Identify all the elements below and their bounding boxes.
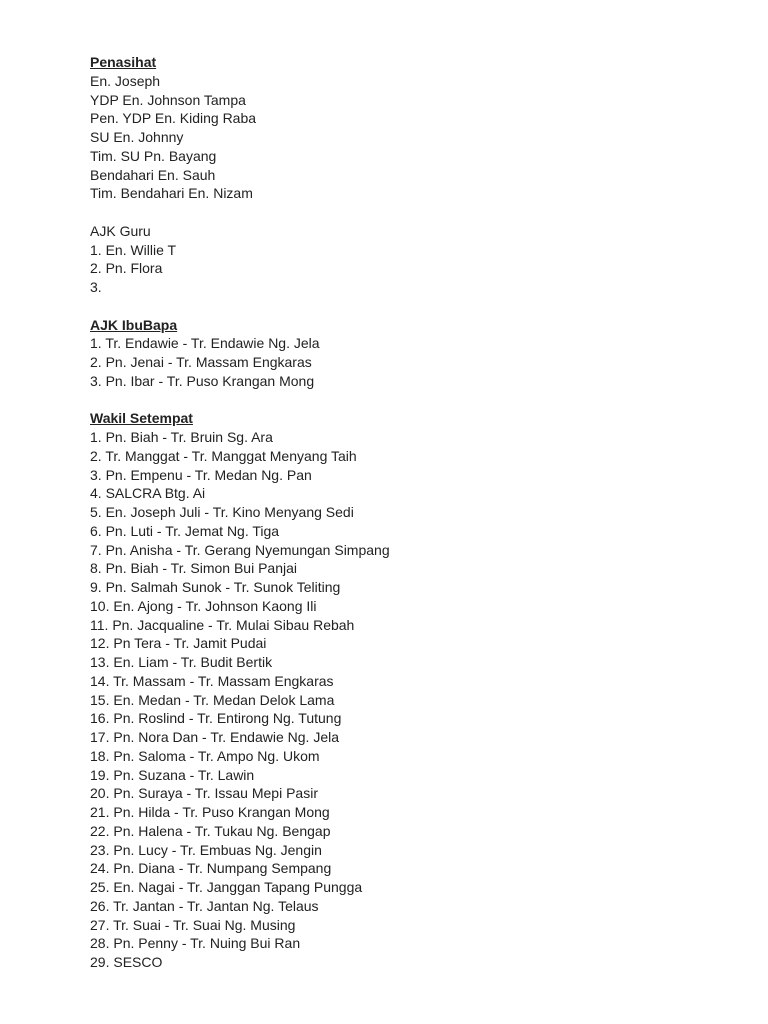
list-item: 14. Tr. Massam - Tr. Massam Engkaras	[90, 672, 334, 689]
list-item: 29. SESCO	[90, 954, 163, 970]
list-item: YDP En. Johnson Tampa	[90, 91, 246, 108]
list-item: Tim. SU Pn. Bayang	[90, 147, 217, 164]
list-item: 3.	[90, 279, 102, 295]
list-item: 1. Pn. Biah - Tr. Bruin Sg. Ara	[90, 429, 273, 445]
list-item: 7. Pn. Anisha - Tr. Gerang Nyemungan Simpang	[90, 541, 390, 558]
list-item: 2. Tr. Manggat - Tr. Manggat Menyang Taih	[90, 447, 357, 464]
section-heading-wakil-setempat: Wakil Setempat	[90, 410, 193, 427]
list-item: 4. SALCRA Btg. Ai	[90, 485, 206, 502]
list-item: 16. Pn. Roslind - Tr. Entirong Ng. Tutung	[90, 710, 342, 727]
list-item: 13. En. Liam - Tr. Budit Bertik	[90, 654, 273, 670]
list-item: 19. Pn. Suzana - Tr. Lawin	[90, 766, 255, 783]
list-item: 25. En. Nagai - Tr. Janggan Tapang Pungga	[90, 879, 363, 895]
document-body	[90, 53, 730, 972]
list-item: 18. Pn. Saloma - Tr. Ampo Ng. Ukom	[90, 747, 320, 764]
list-item: Bendahari En. Sauh	[90, 166, 216, 183]
list-item: Tim. Bendahari En. Nizam	[90, 185, 253, 202]
list-item: 27. Tr. Suai - Tr. Suai Ng. Musing	[90, 916, 296, 933]
list-item: 24. Pn. Diana - Tr. Numpang Sempang	[90, 860, 332, 877]
list-item: SU En. Johnny	[90, 129, 184, 145]
list-item: En. Joseph	[90, 72, 161, 89]
spacer	[90, 391, 730, 410]
list-item: 20. Pn. Suraya - Tr. Issau Mepi Pasir	[90, 785, 318, 802]
list-item: 10. En. Ajong - Tr. Johnson Kaong Ili	[90, 597, 317, 614]
list-item: 2. Pn. Flora	[90, 260, 163, 277]
list-item: 8. Pn. Biah - Tr. Simon Bui Panjai	[90, 560, 297, 577]
list-item: 5. En. Joseph Juli - Tr. Kino Menyang Sedi	[90, 504, 354, 520]
section-heading-ajk-ibubapa: AJK IbuBapa	[90, 316, 178, 333]
list-item: 26. Tr. Jantan - Tr. Jantan Ng. Telaus	[90, 897, 319, 914]
list-item: 22. Pn. Halena - Tr. Tukau Ng. Bengap	[90, 822, 331, 839]
section-heading-ajk-guru: AJK Guru	[90, 222, 151, 239]
list-item: 11. Pn. Jacqualine - Tr. Mulai Sibau Rebah	[90, 616, 355, 633]
section-heading-penasihat: Penasihat	[90, 54, 157, 70]
list-item: 23. Pn. Lucy - Tr. Embuas Ng. Jengin	[90, 841, 322, 858]
list-item: 1. En. Willie T	[90, 241, 177, 258]
list-item: Pen. YDP En. Kiding Raba	[90, 110, 257, 127]
spacer	[90, 203, 730, 222]
list-item: 1. Tr. Endawie - Tr. Endawie Ng. Jela	[90, 335, 320, 352]
list-item: 15. En. Medan - Tr. Medan Delok Lama	[90, 691, 335, 708]
spacer	[90, 297, 730, 316]
list-item: 3. Pn. Ibar - Tr. Puso Krangan Mong	[90, 372, 315, 389]
list-item: 28. Pn. Penny - Tr. Nuing Bui Ran	[90, 935, 301, 952]
list-item: 6. Pn. Luti - Tr. Jemat Ng. Tiga	[90, 522, 280, 539]
list-item: 12. Pn Tera - Tr. Jamit Pudai	[90, 635, 267, 652]
list-item: 17. Pn. Nora Dan - Tr. Endawie Ng. Jela	[90, 729, 340, 745]
list-item: 9. Pn. Salmah Sunok - Tr. Sunok Teliting	[90, 579, 341, 595]
list-item: 2. Pn. Jenai - Tr. Massam Engkaras	[90, 354, 312, 370]
list-item: 3. Pn. Empenu - Tr. Medan Ng. Pan	[90, 466, 312, 483]
list-item: 21. Pn. Hilda - Tr. Puso Krangan Mong	[90, 804, 330, 820]
